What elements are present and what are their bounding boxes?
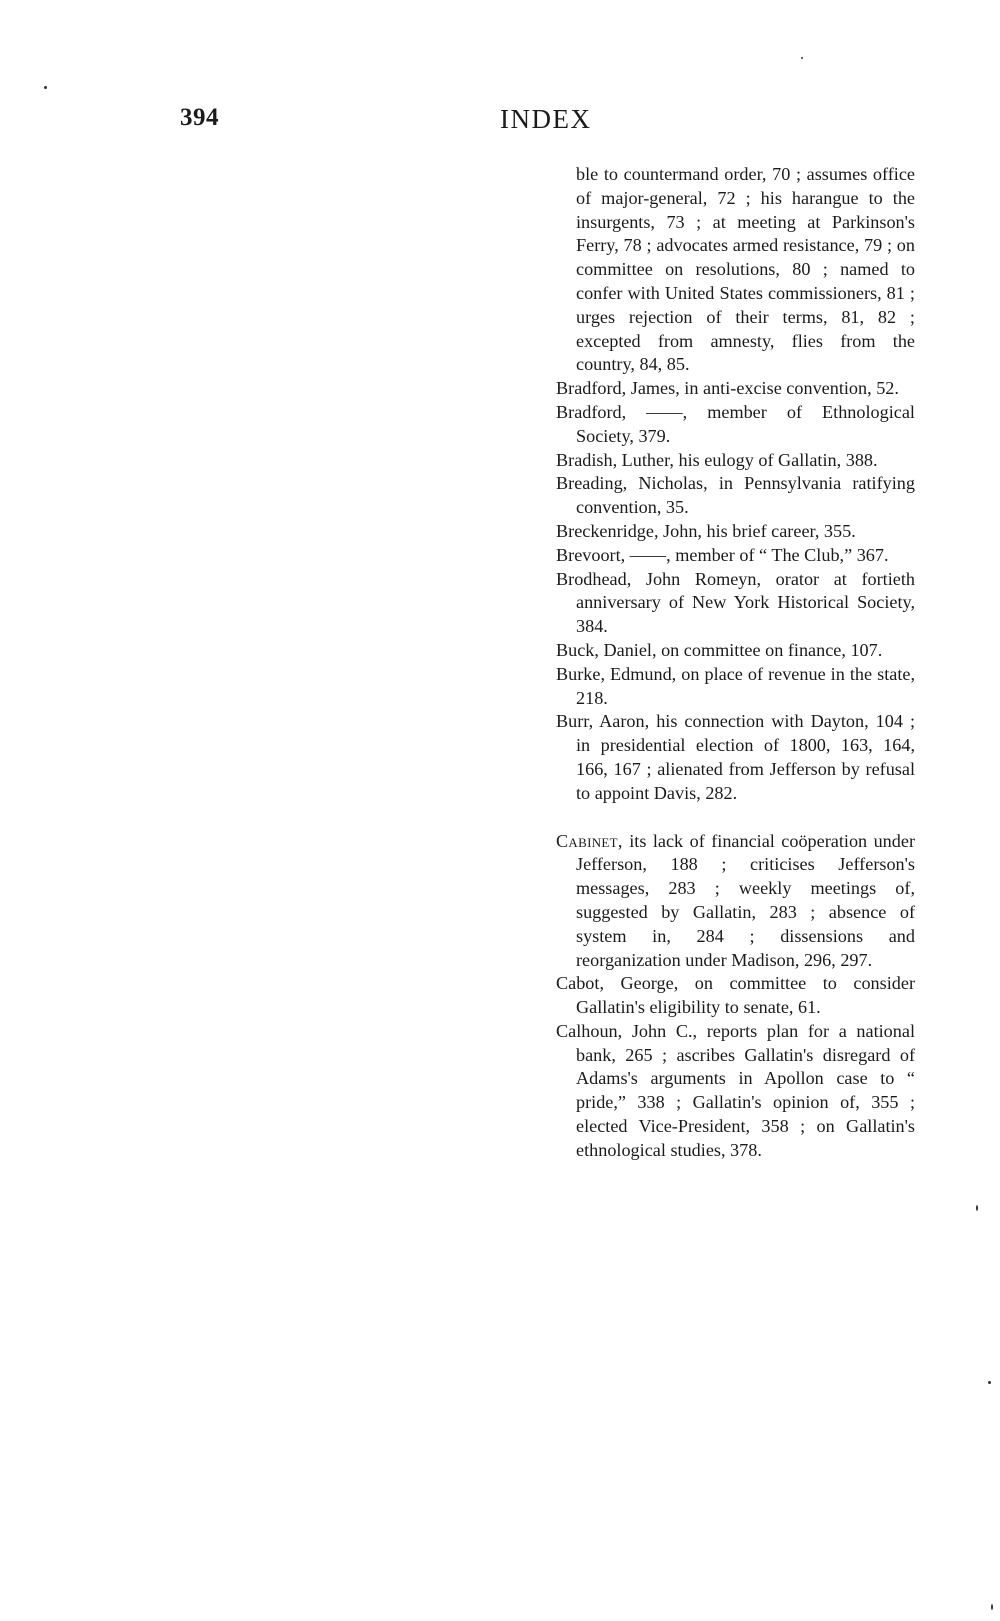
entry-heading: Buck, Daniel,	[556, 639, 657, 660]
scan-speck	[976, 1205, 978, 1211]
index-entry	[556, 520, 915, 544]
entry-heading: Calhoun, John C.,	[556, 1020, 698, 1041]
entry-text: his brief career, 355.	[706, 520, 856, 541]
running-head-title: INDEX	[500, 104, 592, 134]
index-entry	[556, 472, 915, 520]
entry-heading: Brodhead, John Romeyn,	[556, 568, 762, 589]
scan-speck	[801, 57, 803, 59]
index-column	[556, 163, 915, 1163]
entry-text: on committee on finance, 107.	[661, 639, 883, 660]
scan-speck	[991, 1604, 993, 1610]
entry-text: his eulogy of Gallatin, 388.	[678, 449, 878, 470]
entry-text: on committee to consider Gallatin's eligibility to senate, 61.	[576, 973, 916, 1018]
entry-text: its lack of financial coöperation under Jefferson, 188 ; criticises Jefferson's messages, 283 ; weekly meetings of, suggested by Gallatin, 283 ; absence of system in, 284 ; dissensions and reorganization under Madison, 296, 297.	[576, 830, 916, 970]
entry-text: member of Ethnological Society, 379.	[576, 401, 915, 446]
entry-text: reports plan for a national bank, 265 ; ascribes Gallatin's disregard of Adams's arguments in Apollon case to “ pride,” 338 ; Gallatin's opinion of, 355 ; elected Vice-President, 358 ; on Gallatin's ethnological studies, 378.	[576, 1020, 915, 1160]
scan-speck	[44, 86, 47, 89]
entry-heading: Breading, Nicholas,	[556, 473, 708, 494]
entry-heading: Breckenridge, John,	[556, 520, 702, 541]
index-entry	[556, 639, 915, 663]
entry-heading: Bradish, Luther,	[556, 449, 674, 470]
entry-heading: Bradford, James,	[556, 378, 680, 399]
page-number: 394	[180, 104, 219, 131]
index-entry	[556, 544, 915, 568]
entry-text: in Pennsylvania ratifying convention, 35.	[576, 473, 915, 518]
entry-text: orator at fortieth anniversary of New York Historical Society, 384.	[576, 568, 915, 637]
entry-text: in anti-excise convention, 52.	[684, 378, 899, 399]
index-entry	[556, 401, 915, 449]
entry-heading: Burr, Aaron,	[556, 711, 650, 732]
index-entry	[556, 1020, 915, 1163]
entry-text: his connection with Dayton, 104 ; in presidential election of 1800, 163, 164, 166, 167 ; alienated from Jefferson by refusal to appoint Davis, 282.	[576, 711, 916, 803]
entry-heading: Bradford, ——,	[556, 401, 688, 422]
entry-heading: Burke, Edmund,	[556, 663, 677, 684]
entry-heading: Cabinet,	[556, 830, 623, 851]
index-entry	[556, 568, 915, 639]
entry-text: ble to countermand order, 70 ; assumes office of major-general, 72 ; his harangue to the insurgents, 73 ; at meeting at Parkinson's Ferry, 78 ; advocates armed resistance, 79 ; on committee on resolutions, 80 ; named to confer with United States commissioners, 81 ; urges rejection of their terms, 81, 82 ; excepted from amnesty, flies from the country, 84, 85.	[576, 164, 915, 375]
index-entry-continued	[556, 163, 915, 377]
entry-heading: Cabot, George,	[556, 973, 679, 994]
entry-heading: Brevoort, ——,	[556, 544, 671, 565]
index-entry	[556, 972, 915, 1020]
index-entry	[556, 449, 915, 473]
index-entry	[556, 830, 915, 973]
entry-text: on place of revenue in the state, 218.	[576, 663, 915, 708]
index-entry	[556, 377, 915, 401]
entry-text: member of “ The Club,” 367.	[675, 544, 889, 565]
scan-speck	[988, 1381, 991, 1384]
index-entry	[556, 710, 915, 805]
letter-section-gap	[556, 806, 915, 830]
index-entry	[556, 663, 915, 711]
